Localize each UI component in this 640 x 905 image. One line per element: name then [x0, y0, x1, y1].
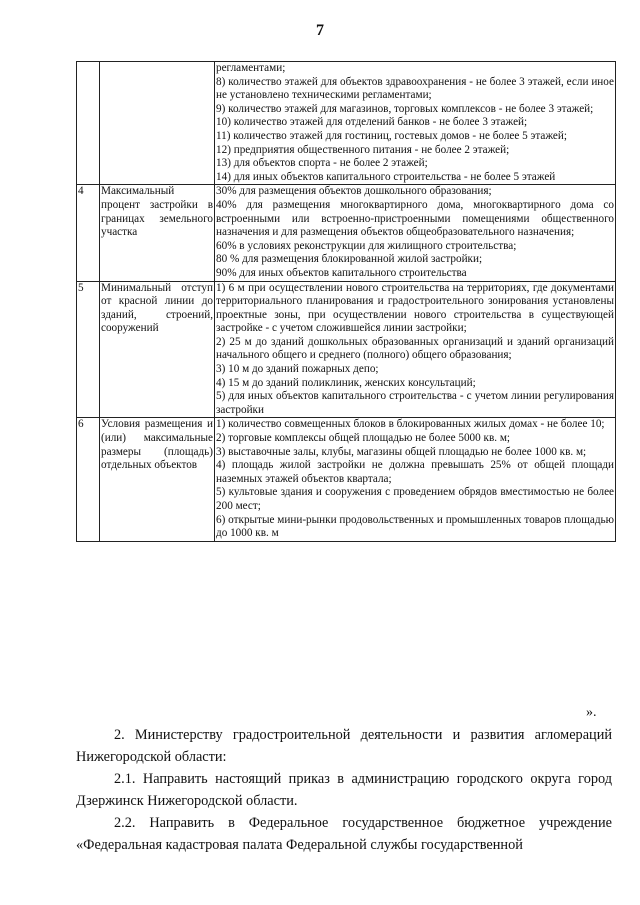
value-line: 10) количество этажей для отделений банков - не более 3 этажей;: [216, 116, 528, 129]
row-number: 6: [77, 418, 100, 541]
value-line: 11) количество этажей для гостиниц, гостевых домов - не более 5 этажей;: [216, 129, 567, 142]
value-line: 90% для иных объектов капитального строительства: [216, 266, 467, 279]
value-line: 80 % для размещения блокированной жилой застройки;: [216, 253, 483, 266]
regulations-table: [76, 61, 616, 542]
value-line: 13) для объектов спорта - не более 2 этажей;: [216, 157, 428, 170]
parameter-name: [100, 62, 215, 185]
value-line: 5) культовые здания и сооружения с проведением обрядов вместимостью не более 200 мест;: [216, 486, 614, 512]
row-number: 5: [77, 281, 100, 418]
value-line: 9) количество этажей для магазинов, торговых комплексов - не более 3 этажей;: [216, 102, 594, 115]
table-row: [77, 281, 616, 418]
table-row: [77, 62, 616, 185]
parameter-name: Условия размещения и (или) максимальные размеры (площадь) отдельных объектов: [100, 418, 215, 541]
closing-quote: ».: [586, 705, 597, 720]
parameter-values: [215, 281, 616, 418]
parameter-name: Максимальный процент застройки в границах земельного участка: [100, 185, 215, 281]
value-line: 4) 15 м до зданий поликлиник, женских консультаций;: [216, 376, 476, 389]
value-line: 5) для иных объектов капитального строительства - с учетом линии регулирования застройки: [216, 390, 614, 416]
value-line: 14) для иных объектов капитального строительства - не более 5 этажей: [216, 170, 556, 183]
table-row: [77, 418, 616, 541]
value-line: 1) количество совмещенных блоков в блокированных жилых домах - не более 10;: [216, 418, 605, 431]
parameter-values: [215, 62, 616, 185]
value-line: 8) количество этажей для объектов здравоохранения - не более 3 этажей, если иное не установлено техническими регламентами;: [216, 75, 614, 102]
value-line: 6) открытые мини-рынки продовольственных и промышленных товаров площадью до 1000 кв. м: [216, 513, 614, 540]
value-line: 2) торговые комплексы общей площадью не более 5000 кв. м;: [216, 432, 511, 445]
value-line: 30% для размещения объектов дошкольного образования;: [216, 185, 492, 198]
row-number: [77, 62, 100, 185]
value-line: 3) 10 м до зданий пожарных депо;: [216, 363, 379, 376]
value-line: 2) 25 м до зданий дошкольных образованных организаций и зданий организаций начального общего и среднего (полного) общего образования;: [216, 335, 614, 362]
value-line: регламентами;: [216, 62, 286, 74]
page-number: 7: [316, 22, 324, 39]
parameter-values: [215, 418, 616, 541]
value-line: 60% в условиях реконструкции для жилищного строительства;: [216, 239, 517, 252]
value-line: 1) 6 м при осуществлении нового строительства на территориях, где документами территориального планирования и градостроительного зонирования установлены проектные зоны, при осуществлении нового строительства в существующей застройке - с учетом сложившейся линии застройки;: [216, 281, 614, 335]
row-number: 4: [77, 185, 100, 281]
table-row: [77, 185, 616, 281]
paragraph-2-1: 2.1. Направить настоящий приказ в администрацию городского округа город Дзержинск Нижегородской области.: [76, 771, 612, 809]
parameter-name: Минимальный отступ от красной линии до зданий, строений, сооружений: [100, 281, 215, 418]
value-line: 40% для размещения многоквартирного дома, многоквартирного дома со встроенными или встроенно-пристроенными помещениями общественного назначения и для размещения объектов общеобразовательного назначения;: [216, 198, 614, 239]
parameter-values: [215, 185, 616, 281]
value-line: 12) предприятия общественного питания - не более 2 этажей;: [216, 143, 510, 156]
value-line: 4) площадь жилой застройки не должна превышать 25% от общей площади наземных этажей объектов квартала;: [216, 459, 614, 485]
paragraph-2-2: 2.2. Направить в Федеральное государственное бюджетное учреждение «Федеральная кадастровая палата Федеральной службы государственной: [76, 815, 612, 853]
value-line: 3) выставочные залы, клубы, магазины общей площадью не более 1000 кв. м;: [216, 445, 587, 458]
paragraph-2: 2. Министерству градостроительной деятельности и развития агломераций Нижегородской области:: [76, 727, 612, 765]
